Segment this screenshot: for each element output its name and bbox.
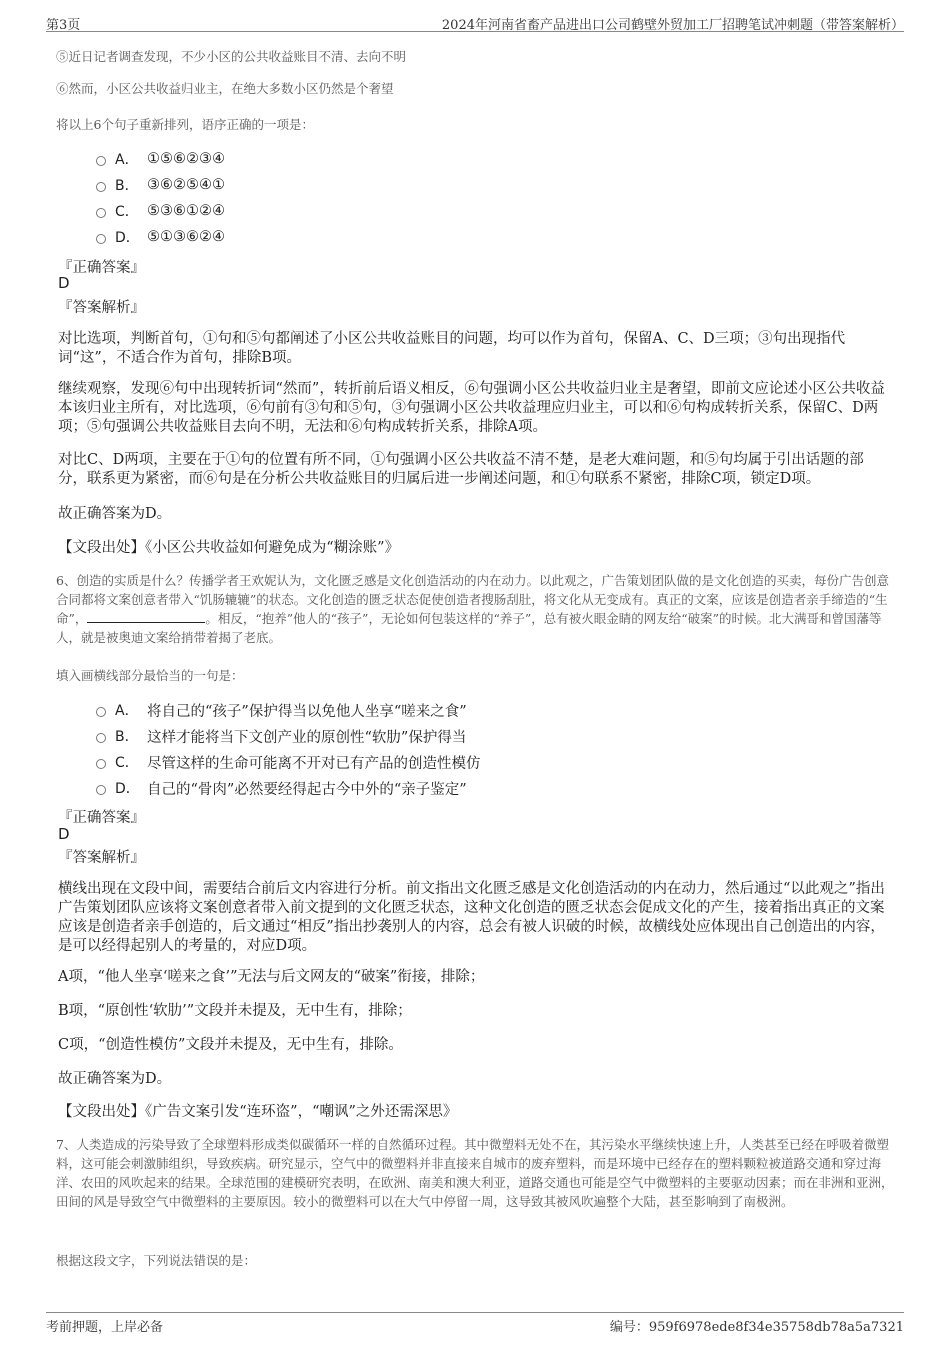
analysis-paragraph: A项，“他人坐享‘嗟来之食’”无法与后文网友的“破案”衔接，排除； [58,969,485,985]
option-d[interactable]: D． 自己的“骨肉”必然要经得起古今中外的“亲子鉴定” [96,778,467,798]
footer-slogan: 考前押题，上岸必备 [46,1320,164,1335]
radio-button[interactable] [96,182,106,192]
analysis-paragraph: C项，“创造性模仿”文段并未提及，无中生有，排除。 [58,1037,403,1053]
radio-button[interactable] [96,707,106,717]
analysis-conclusion: 故正确答案为D。 [58,506,172,522]
analysis-label: 『答案解析』 [58,850,145,866]
analysis-paragraph: 继续观察，发现⑥句中出现转折词“然而”，转折前后语义相反，⑥句强调小区公共收益归业主是奢望，即前文应论述小区公共收益本该归业主所有，对比选项，⑥句前有③句和⑤句，③句强调小区公共收益理应归业主，可以和⑥句构成转折关系，保留C、D两项；⑤句强调公共收益账目去向不明，无法和⑥句构成转折关系，排除A项。 [58,381,885,435]
radio-button[interactable] [96,156,106,166]
analysis-paragraph: 对比C、D两项，主要在于①句的位置有所不同，①句强调小区公共收益不清不楚，是老大难问题，和⑤句均属于引出话题的部分，联系更为紧密，而⑥句是在分析公共收益账目的归属后进一步阐述问题，和①句联系不紧密，排除C项，锁定D项。 [58,452,864,487]
radio-button[interactable] [96,733,106,743]
question-prompt: 将以上6个句子重新排列，语序正确的一项是： [56,117,314,132]
radio-button[interactable] [96,785,106,795]
radio-button[interactable] [96,234,106,244]
answer-value: D [58,825,70,843]
page-number: 第3页 [46,18,81,33]
document-id: 编号：959f6978ede8f34e35758db78a5a7321 [609,1320,904,1335]
option-d[interactable]: D． ⑤①③⑥②④ [96,227,225,247]
document-title: 2024年河南省畜产品进出口公司鹤壁外贸加工厂招聘笔试冲刺题（带答案解析） [441,18,904,33]
page-footer [46,1312,904,1334]
answer-value: D [58,274,70,292]
source-citation: 【文段出处】《小区公共收益如何避免成为“糊涂账”》 [58,540,400,556]
analysis-paragraph: 横线出现在文段中间，需要结合前后文内容进行分析。前文指出文化匮乏感是文化创造活动的内在动力，然后通过“以此观之”指出广告策划团队应该将文案创意者带入前文提到的文化匮乏状态，这种文化创造的匮乏状态会促成文化的产生，接着指出真正的文案应该是创造者亲手创造的，后文通过“相反”指出抄袭别人的内容，总会有被人识破的时候，故横线处应体现出自己创造出的内容，是可以经得起别人的考量的，对应D项。 [58,881,885,954]
fill-blank [87,611,205,623]
option-a[interactable]: A． ①⑤⑥②③④ [96,149,225,169]
answer-label: 『正确答案』 [58,810,145,826]
question-stem: 6、创造的实质是什么？传播学者王欢妮认为，文化匮乏感是文化创造活动的内在动力。以此观之，广告策划团队做的是文化创造的买卖，每份广告创意合同都将文案创意者带入“饥肠辘辘”的状态。文化创造的匮乏状态促使创造者搜肠刮肚，将文化从无变成有。真正的文案，应该是创造者亲手缔造的“生命”， 。相反，“抱养”他人的“孩子”，无论如何包装这样的“养子”，总有被火眼金睛的网友给“破案”的时候。北大满哥和曾国藩等人，就是被奥迪文案给捎带着揭了老底。 [56,573,889,645]
option-b[interactable]: B． ③⑥②⑤④① [96,175,225,195]
analysis-conclusion: 故正确答案为D。 [58,1071,172,1087]
analysis-paragraph: B项，“原创性‘软肋’”文段并未提及，无中生有，排除； [58,1003,412,1019]
analysis-paragraph: 对比选项，判断首句，①句和⑤句都阐述了小区公共收益账目的问题，均可以作为首句，保留A、C、D三项；③句出现指代词“这”，不适合作为首句，排除B项。 [58,331,846,366]
radio-button[interactable] [96,759,106,769]
source-citation: 【文段出处】《广告文案引发“连环盗”，“嘲讽”之外还需深思》 [58,1104,458,1120]
answer-label: 『正确答案』 [58,260,145,276]
page-header [46,10,904,32]
question-prompt: 根据这段文字，下列说法错误的是： [56,1253,257,1268]
radio-button[interactable] [96,208,106,218]
question-prompt: 填入画横线部分最恰当的一句是： [56,668,244,683]
sentence-6: ⑥然而，小区公共收益归业主，在绝大多数小区仍然是个奢望 [56,81,394,96]
option-c[interactable]: C． ⑤③⑥①②④ [96,201,225,221]
analysis-label: 『答案解析』 [58,300,145,316]
option-b[interactable]: B． 这样才能将当下文创产业的原创性“软肋”保护得当 [96,726,466,746]
option-a[interactable]: A． 将自己的“孩子”保护得当以免他人坐享“嗟来之食” [96,700,467,720]
option-c[interactable]: C． 尽管这样的生命可能离不开对已有产品的创造性模仿 [96,752,481,772]
question-stem: 7、人类造成的污染导致了全球塑料形成类似碳循环一样的自然循环过程。其中微塑料无处不在，其污染水平继续快速上升，人类甚至已经在呼吸着微塑料，这可能会刺激肺组织，导致疾病。研究显示，空气中的微塑料并非直接来自城市的废弃塑料，而是环境中已经存在的塑料颗粒被道路交通和穿过海洋、农田的风吹起来的结果。全球范围的建模研究表明，在欧洲、南美和澳大利亚，道路交通也可能是空气中微塑料的主要驱动因素；而在非洲和亚洲，田间的风是导致空气中微塑料的主要原因。较小的微塑料可以在大气中停留一周，这导致其被风吹遍整个大陆，甚至影响到了南极洲。 [56,1137,894,1209]
sentence-5: ⑤近日记者调查发现，不少小区的公共收益账目不清、去向不明 [56,49,407,64]
